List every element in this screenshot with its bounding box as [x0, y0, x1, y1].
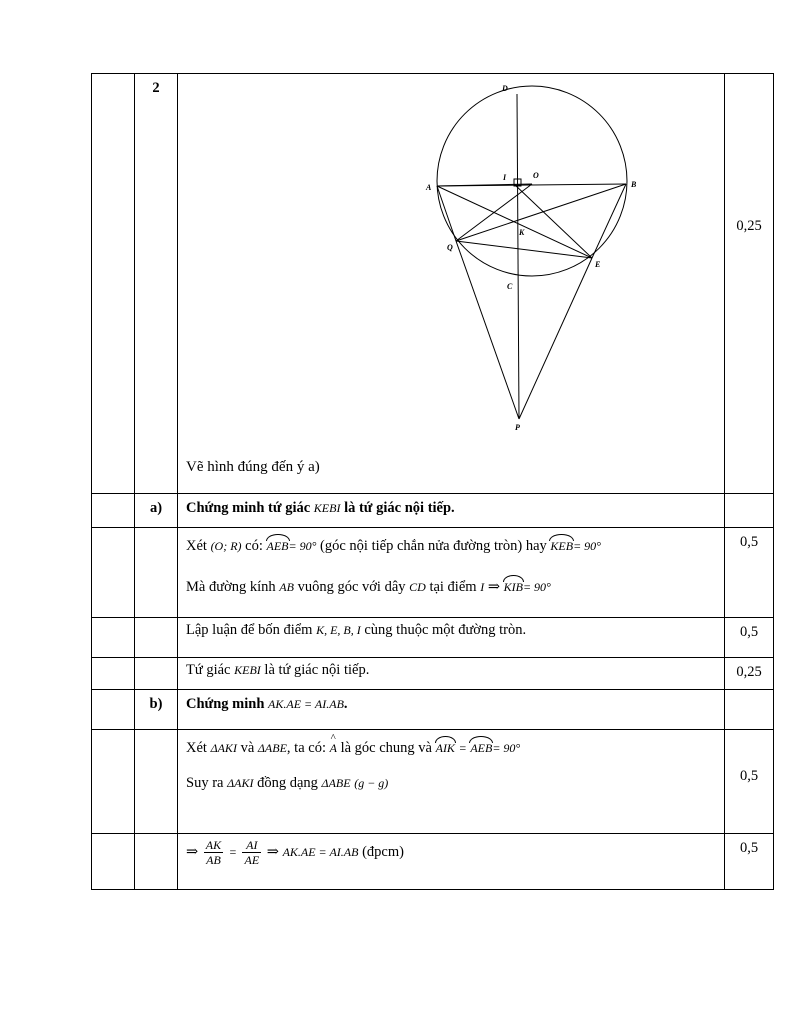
part-b-heading-row: [92, 690, 774, 730]
label-O: O: [533, 171, 539, 180]
label-A: A: [426, 183, 432, 192]
part-b-step1-score: 0,5: [739, 768, 759, 784]
part-a-label: a): [135, 494, 178, 528]
figure-row: [92, 74, 774, 494]
part-b-step1-line1: Xét ΔAKI và ΔABE, ta có: ^ A là góc chung và AIK = AEB= 90°: [186, 740, 724, 757]
figure-caption: Vẽ hình đúng đến ý a): [186, 459, 320, 475]
part-b-step2-score: 0,5: [725, 834, 774, 890]
figure-cell: [178, 74, 725, 494]
answer-table: [91, 73, 774, 890]
part-a-heading: Chứng minh tứ giác KEBI là tứ giác nội tiếp.: [178, 494, 725, 528]
part-a-step1-line2: Mà đường kính AB vuông góc với dây CD tại điểm I ⇒ KIB= 90°: [186, 579, 551, 596]
label-D: D: [502, 84, 508, 93]
part-b-step1-row: [92, 730, 774, 834]
label-B: B: [631, 180, 637, 189]
fraction-ak-ab: $\frac{AK}{AB}$: [205, 838, 222, 868]
part-a-step3-score: 0,25: [725, 658, 774, 690]
part-b-heading: Chứng minh AK.AE = AI.AB.: [178, 690, 725, 730]
row-number: 2: [135, 74, 178, 494]
part-a-step2-row: Lập luận để bốn điểm K, E, B, I cùng thuộc một đường tròn. 0,5: [92, 618, 774, 658]
label-Q: Q: [447, 243, 453, 252]
label-I: I: [503, 173, 507, 182]
part-a-step1-row: [92, 528, 774, 618]
circle-o: [437, 86, 627, 276]
part-a-step3-row: Tứ giác KEBI là tứ giác nội tiếp. 0,25: [92, 658, 774, 690]
part-a-step1-line1: Xét (O; R) có: AEB= 90° (góc nội tiếp chắn nửa đường tròn) hay KEB= 90°: [186, 538, 601, 554]
geometry-figure: [178, 74, 716, 464]
figure-lines: [437, 94, 626, 419]
part-a-step2-score: 0,5: [725, 618, 774, 658]
label-C: C: [507, 282, 513, 291]
label-P: P: [515, 423, 520, 432]
part-b-label: b): [135, 690, 178, 730]
score-cell: [725, 74, 774, 494]
score-value: 0,25: [736, 218, 762, 234]
label-E: E: [595, 260, 601, 269]
part-b-step1-line2: Suy ra ΔAKI đồng dạng ΔABE (g − g): [186, 775, 389, 792]
blank-cell: [92, 74, 135, 494]
part-a-heading-row: [92, 494, 774, 528]
part-a-step1-score: 0,5: [725, 528, 774, 618]
part-b-step2-row: ⇒ $\frac{AK}{AB}$ = $\frac{AI}{AE}$ ⇒ AK.AE = AI.AB (đpcm) 0,5: [92, 834, 774, 890]
fraction-ai-ae: $\frac{AI}{AE}$: [244, 838, 260, 868]
label-K: K: [519, 228, 525, 237]
